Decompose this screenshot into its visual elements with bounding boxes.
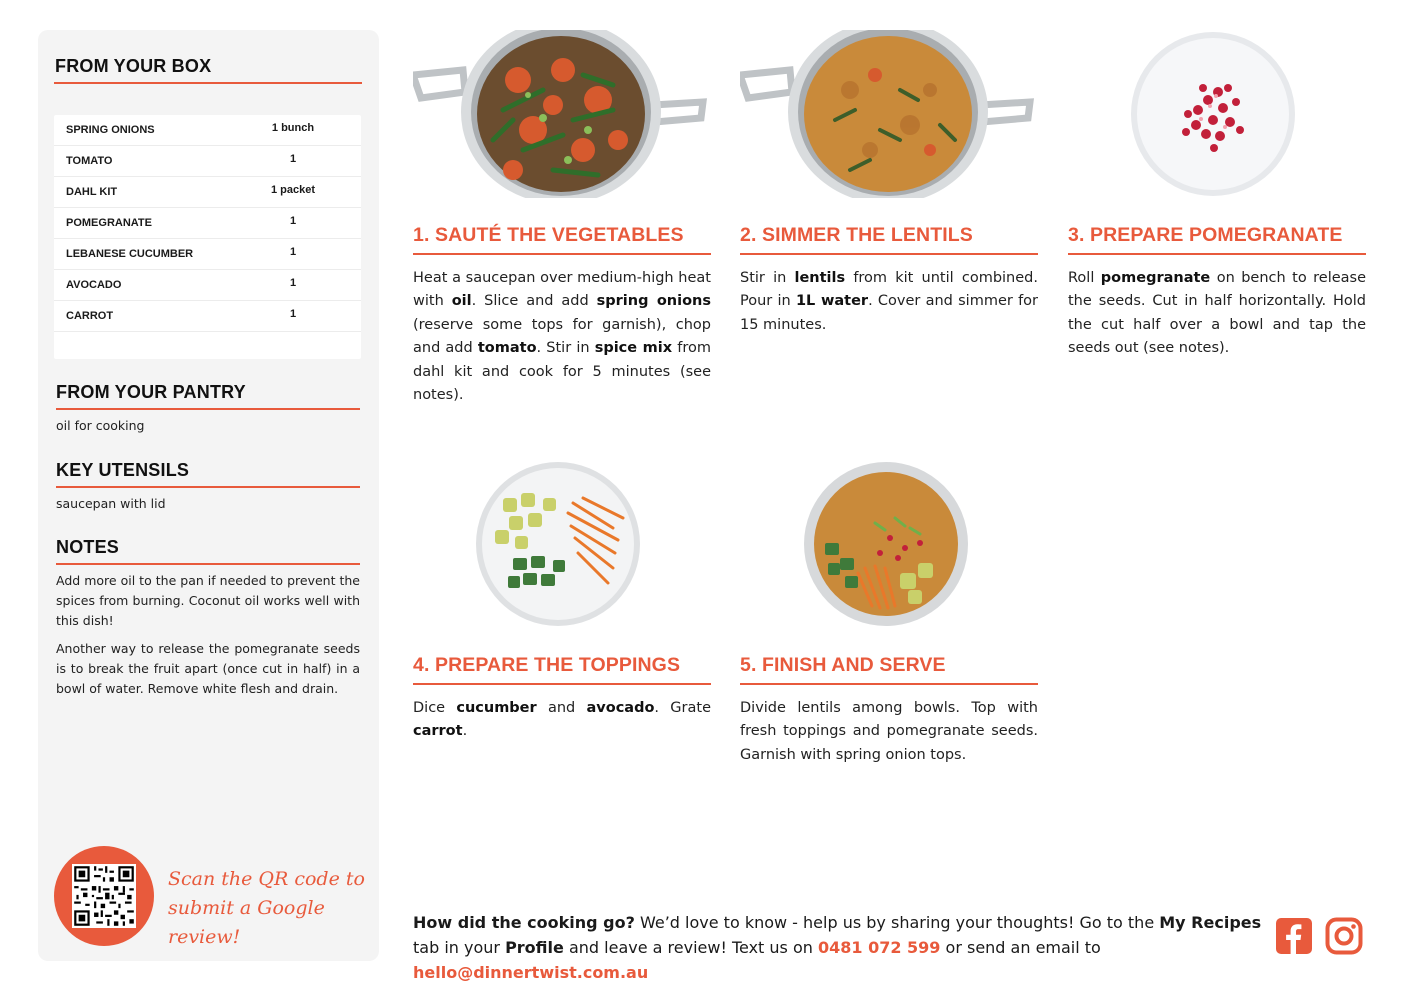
serving-bowl-image xyxy=(740,458,1040,633)
ingredient-keyword: tomato xyxy=(477,340,537,357)
footer-bold-segment: My Recipes xyxy=(1159,913,1262,932)
step-text-segment: (reserve some tops for garnish), chop and add xyxy=(413,316,711,357)
ingredient-keyword: carrot xyxy=(413,723,463,740)
from-box-title: FROM YOUR BOX xyxy=(55,56,212,76)
ingredient-qty: 1 packet xyxy=(270,184,316,196)
table-row xyxy=(54,177,361,208)
ingredient-qty: 1 xyxy=(289,308,297,320)
ingredient-name: AVOCADO xyxy=(66,279,122,291)
footer-bold-segment: Profile xyxy=(505,938,564,957)
instagram-icon[interactable] xyxy=(1325,917,1363,955)
footer-bold-segment: How did the cooking go? xyxy=(413,913,635,932)
table-row xyxy=(54,208,361,239)
ingredient-name: LEBANESE CUCUMBER xyxy=(66,248,194,260)
ingredient-name: CARROT xyxy=(66,310,114,322)
ingredient-table xyxy=(54,115,361,359)
ingredient-keyword: avocado xyxy=(586,700,655,716)
step-2-text xyxy=(740,267,1038,337)
step-text-segment: . Grate xyxy=(654,700,711,716)
table-row xyxy=(54,301,361,332)
toppings-plate-image xyxy=(413,458,713,633)
step-text-segment: from kit until combined. Pour in xyxy=(740,270,1038,310)
notes-paragraph: Add more oil to the pan if needed to prevent the spices from burning. Coconut oil works well with this dish! xyxy=(56,573,360,628)
ingredient-name: TOMATO xyxy=(66,155,113,167)
step-1-title: 1. SAUTÉ THE VEGETABLES xyxy=(413,224,684,246)
qr-caption-line: Scan the QR code to xyxy=(168,868,365,890)
step-text-segment: . xyxy=(462,723,468,740)
ingredient-qty: 1 xyxy=(289,215,297,227)
ingredient-name: POMEGRANATE xyxy=(66,217,152,229)
ingredient-keyword: oil xyxy=(451,293,472,310)
pantry-title: FROM YOUR PANTRY xyxy=(56,382,246,402)
step-3-title: 3. PREPARE POMEGRANATE xyxy=(1068,224,1343,246)
qr-badge[interactable] xyxy=(54,846,154,946)
step-5-divider xyxy=(740,683,1038,685)
step-text-segment: and xyxy=(536,700,587,716)
step-text-segment: . Stir in xyxy=(536,340,595,357)
footer-text-segment: tab in your xyxy=(413,938,506,957)
table-row xyxy=(54,239,361,270)
step-text-segment: from dahl kit and cook for 5 minutes (see notes). xyxy=(413,340,711,404)
ingredient-name: DAHL KIT xyxy=(66,186,118,198)
step-text-segment: Roll xyxy=(1068,270,1101,286)
footer-text-segment: and leave a review! Text us on xyxy=(563,938,818,957)
pomegranate-bowl-image xyxy=(1068,30,1368,205)
notes-paragraph: Another way to release the pomegranate seeds is to break the fruit apart (once cut in half) in a bowl of water. Remove white flesh and drain. xyxy=(56,641,360,696)
footer-text-segment: We’d love to know - help us by sharing your thoughts! Go to the xyxy=(634,913,1160,932)
utensils-title: KEY UTENSILS xyxy=(56,460,190,480)
ingredient-keyword: spice mix xyxy=(594,340,673,357)
footer-contact-link[interactable]: 0481 072 599 xyxy=(817,938,941,957)
feedback-message xyxy=(413,910,1268,985)
ingredient-qty: 1 bunch xyxy=(271,122,315,134)
step-4-text xyxy=(413,697,711,744)
notes-title: NOTES xyxy=(56,537,120,557)
qr-caption-line: submit a Google review! xyxy=(168,897,325,948)
step-2-divider xyxy=(740,253,1038,255)
step-text-segment: Heat a saucepan over medium-high heat with xyxy=(413,270,711,310)
step-text-segment: Dice xyxy=(413,700,457,716)
table-row xyxy=(54,146,361,177)
ingredient-qty: 1 xyxy=(289,277,297,289)
ingredient-qty: 1 xyxy=(289,153,297,165)
ingredient-keyword: lentils xyxy=(794,270,846,286)
ingredient-keyword: spring onions xyxy=(596,293,711,310)
step-1-text xyxy=(413,267,711,407)
step-text-segment: . Slice and add xyxy=(471,293,597,310)
footer-text-segment: or send an email to xyxy=(940,938,1101,957)
step-2-title: 2. SIMMER THE LENTILS xyxy=(740,224,973,246)
pantry-text: oil for cooking xyxy=(56,418,145,433)
qr-caption xyxy=(168,865,379,952)
step-4-title: 4. PREPARE THE TOPPINGS xyxy=(413,654,681,676)
step-text-segment: on bench to release the seeds. Cut in half horizontally. Hold the cut half over a bowl and tap the seeds out (see notes). xyxy=(1068,270,1366,357)
step-5-text xyxy=(740,697,1038,767)
step-text-segment: Divide lentils among bowls. Top with fresh toppings and pomegranate seeds. Garnish with spring onion tops. xyxy=(740,700,1038,763)
step-3-divider xyxy=(1068,253,1366,255)
step-5-title: 5. FINISH AND SERVE xyxy=(740,654,946,676)
utensils-text: saucepan with lid xyxy=(56,496,166,511)
step-text-segment: Stir in xyxy=(740,270,795,286)
footer-contact-link[interactable]: hello@dinnertwist.com.au xyxy=(413,963,649,982)
qr-code-icon xyxy=(72,864,136,928)
saucepan-lentils-image xyxy=(740,30,1040,205)
from-box-divider xyxy=(54,82,362,84)
table-row xyxy=(54,270,361,301)
step-1-divider xyxy=(413,253,711,255)
utensils-divider xyxy=(56,486,360,488)
ingredient-keyword: cucumber xyxy=(456,700,537,716)
table-row xyxy=(54,115,361,146)
notes-divider xyxy=(56,563,360,565)
step-text-segment: . Cover and simmer for 15 minutes. xyxy=(740,293,1039,333)
saucepan-vegetables-image xyxy=(413,30,713,205)
pantry-divider xyxy=(56,408,360,410)
ingredient-keyword: 1L water xyxy=(795,293,869,310)
ingredient-name: SPRING ONIONS xyxy=(66,124,155,136)
facebook-icon[interactable] xyxy=(1275,917,1313,955)
step-4-divider xyxy=(413,683,711,685)
ingredient-keyword: pomegranate xyxy=(1100,270,1211,286)
ingredient-qty: 1 xyxy=(289,246,297,258)
sidebar-panel xyxy=(38,30,379,961)
step-3-text xyxy=(1068,267,1366,361)
